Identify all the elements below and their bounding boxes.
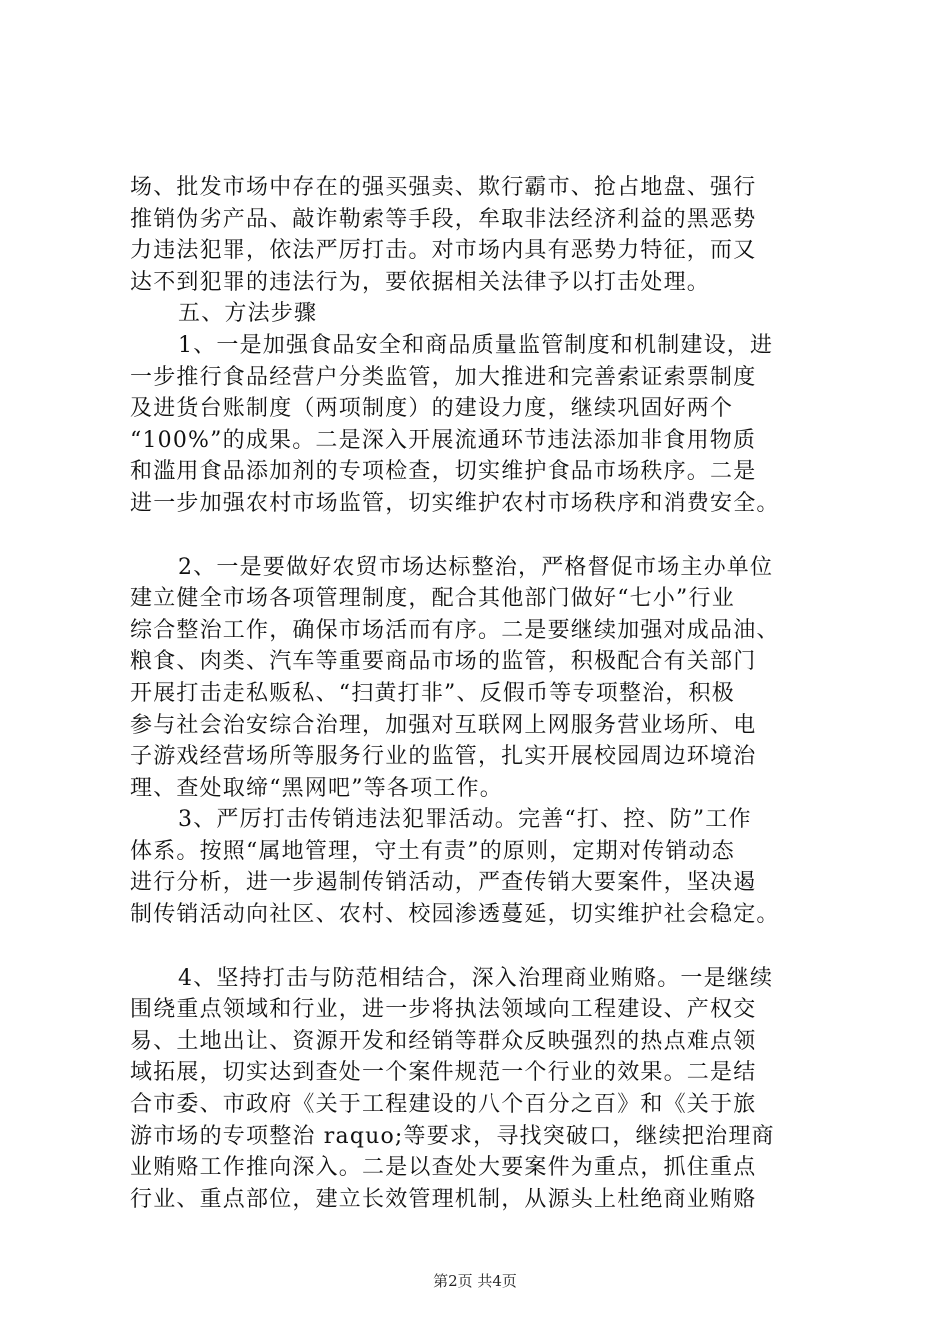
text-line: 开展打击走私贩私、“扫黄打非”、反假币等专项整治，积极 bbox=[130, 680, 735, 706]
text-line: 达不到犯罪的违法行为，要依据相关法律予以打击处理。 bbox=[130, 269, 711, 295]
paragraph-step-2 bbox=[130, 552, 830, 805]
section-heading-text: 五、方法步骤 bbox=[178, 301, 318, 327]
page-footer bbox=[0, 1270, 950, 1291]
text-line: 力违法犯罪，依法严厉打击。对市场内具有恶势力特征，而又 bbox=[130, 238, 757, 264]
page-number-label: 第2页 共4页 bbox=[433, 1272, 517, 1290]
paragraph-gap bbox=[130, 931, 830, 963]
text-line: 参与社会治安综合治理，加强对互联网上网服务营业场所、电 bbox=[130, 712, 757, 738]
text-line: 2、一是要做好农贸市场达标整治，严格督促市场主办单位 bbox=[178, 554, 774, 580]
text-line: 合市委、市政府《关于工程建设的八个百分之百》和《关于旅 bbox=[130, 1092, 757, 1118]
paragraph-continuation bbox=[130, 172, 830, 298]
text-line: “100%”的成果。二是深入开展流通环节违法添加非食用物质 bbox=[130, 427, 757, 453]
text-line: 进一步加强农村市场监管，切实维护农村市场秩序和消费安全。 bbox=[130, 490, 780, 516]
paragraph-step-1 bbox=[130, 330, 830, 520]
text-line: 场、批发市场中存在的强买强卖、欺行霸市、抢占地盘、强行 bbox=[130, 175, 757, 200]
text-line: 游市场的专项整治 raquo;等要求，寻找突破口，继续把治理商 bbox=[130, 1123, 775, 1149]
text-line: 进行分析，进一步遏制传销活动，严查传销大要案件，坚决遏 bbox=[130, 870, 757, 896]
paragraph-step-3 bbox=[130, 804, 830, 930]
text-line: 粮食、肉类、汽车等重要商品市场的监管，积极配合有关部门 bbox=[130, 649, 757, 675]
text-line: 一步推行食品经营户分类监管，加大推进和完善索证索票制度 bbox=[130, 364, 757, 390]
text-line: 综合整治工作，确保市场活而有序。二是要继续加强对成品油、 bbox=[130, 617, 780, 643]
paragraph-step-4 bbox=[130, 963, 830, 1216]
text-line: 和滥用食品添加剂的专项检查，切实维护食品市场秩序。二是 bbox=[130, 459, 757, 485]
document-body bbox=[130, 172, 830, 1215]
text-line: 子游戏经营场所等服务行业的监管，扎实开展校园周边环境治 bbox=[130, 744, 757, 770]
text-line: 推销伪劣产品、敲诈勒索等手段，牟取非法经济利益的黑恶势 bbox=[130, 206, 757, 232]
text-line: 体系。按照“属地管理，守土有责”的原则，定期对传销动态 bbox=[130, 838, 735, 864]
text-line: 业贿赂工作推向深入。二是以查处大要案件为重点，抓住重点 bbox=[130, 1155, 757, 1181]
paragraph-gap bbox=[130, 520, 830, 552]
text-line: 1、一是加强食品安全和商品质量监管制度和机制建设，进 bbox=[178, 332, 774, 358]
text-line: 易、土地出让、资源开发和经销等群众反映强烈的热点难点领 bbox=[130, 1028, 757, 1054]
text-line: 及进货台账制度（两项制度）的建设力度，继续巩固好两个 bbox=[130, 396, 734, 422]
text-line: 建立健全市场各项管理制度，配合其他部门做好“七小”行业 bbox=[130, 586, 735, 612]
text-line: 制传销活动向社区、农村、校园渗透蔓延，切实维护社会稳定。 bbox=[130, 902, 780, 928]
text-line: 理、查处取缔“黑网吧”等各项工作。 bbox=[130, 775, 503, 801]
text-line: 行业、重点部位，建立长效管理机制，从源头上杜绝商业贿赂 bbox=[130, 1186, 757, 1212]
text-line: 域拓展，切实达到查处一个案件规范一个行业的效果。二是结 bbox=[130, 1060, 757, 1086]
text-line: 4、坚持打击与防范相结合，深入治理商业贿赂。一是继续 bbox=[178, 965, 774, 991]
text-line: 围绕重点领域和行业，进一步将执法领域向工程建设、产权交 bbox=[130, 997, 757, 1023]
section-heading bbox=[130, 298, 830, 330]
text-line: 3、严厉打击传销违法犯罪活动。完善“打、控、防”工作 bbox=[178, 807, 752, 833]
